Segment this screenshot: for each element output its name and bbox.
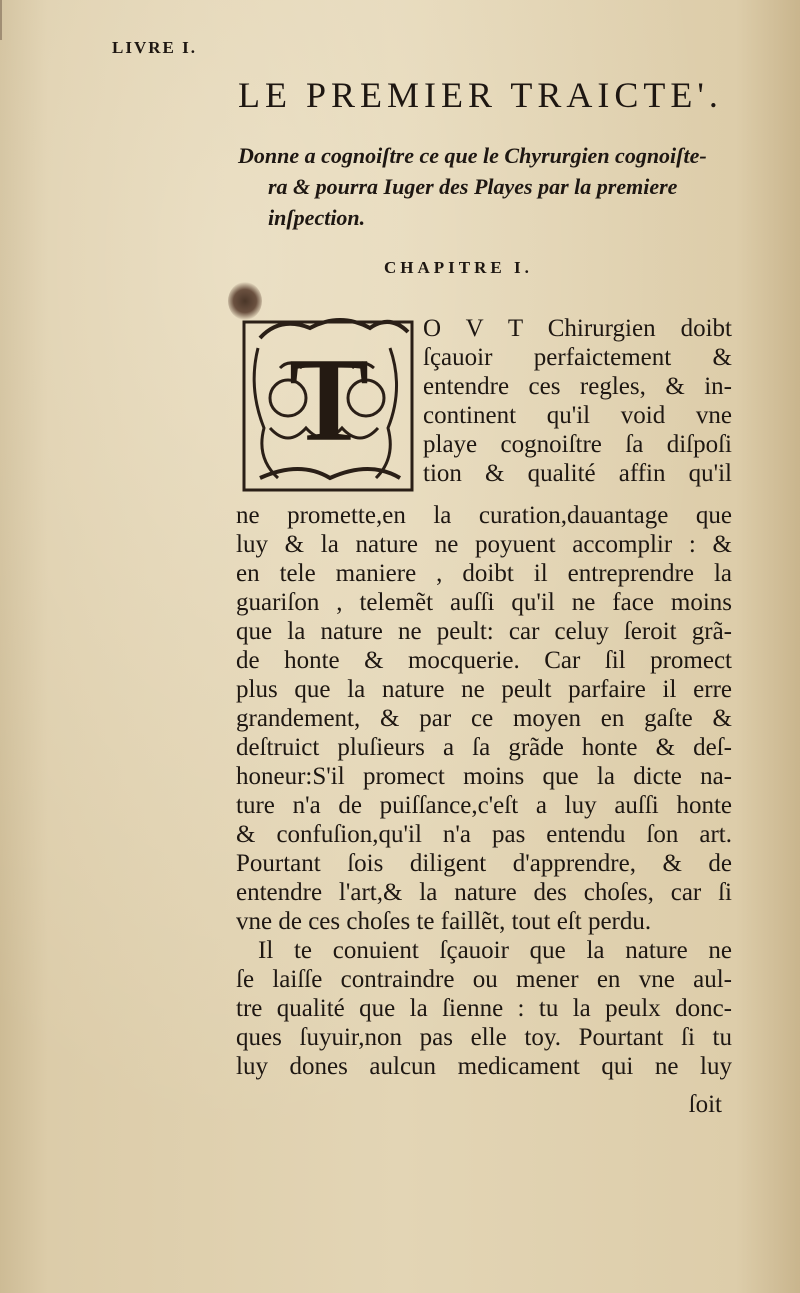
- text-line: & confuſion,qu'il n'a pas entendu ſon art.: [236, 821, 732, 848]
- text-line: grandement, & par ce moyen en gaſte &: [236, 705, 732, 732]
- text-line: ſe laiſſe contraindre ou mener en vne aul-: [236, 966, 732, 993]
- text-line: playe cognoiſtre ſa diſpoſi: [423, 431, 732, 458]
- paragraph-2: [236, 936, 732, 1081]
- text-line: en tele maniere , doibt il entreprendre la: [236, 560, 732, 587]
- subtitle-line: Donne a cognoiſtre ce que le Chyrurgien cognoiſte-: [238, 143, 707, 168]
- text-line: Pourtant ſois diligent d'apprendre, & de: [236, 850, 732, 877]
- text-line: honeur:S'il promect moins que la dicte na-: [236, 763, 732, 790]
- title-subtitle: [238, 140, 738, 233]
- text-line: ques ſuyuir,non pas elle toy. Pourtant ſi tu: [236, 1024, 732, 1051]
- opening-lines: [236, 314, 732, 488]
- text-line: vne de ces choſes te faillẽt, tout eſt perdu.: [236, 908, 652, 935]
- initial-letter: T: [288, 333, 370, 466]
- text-line: entendre ces regles, & in-: [423, 373, 732, 400]
- running-head: LIVRE I.: [112, 38, 197, 57]
- text-line: plus que la nature ne peult parfaire il erre: [236, 676, 732, 703]
- chapter-heading: CHAPITRE I.: [384, 258, 533, 277]
- paragraph-1: [236, 501, 732, 936]
- text-line: Il te conuient ſçauoir que la nature ne: [258, 937, 732, 964]
- body-text: [236, 501, 732, 1081]
- text-line: de honte & mocquerie. Car ſil promect: [236, 647, 732, 674]
- text-line: tre qualité que la ſienne : tu la peulx donc-: [236, 995, 732, 1022]
- text-line: guariſon , telemẽt auſſi qu'il ne face moins: [236, 589, 732, 616]
- text-line: ne promette,en la curation,dauantage que: [236, 502, 732, 529]
- text-line: luy dones aulcun medicament qui ne luy: [236, 1053, 732, 1080]
- text-line: ture n'a de puiſſance,c'eſt a luy auſſi honte: [236, 792, 732, 819]
- text-line: O V T Chirurgien doibt: [423, 315, 732, 342]
- page-edge-mark: [0, 0, 12, 40]
- subtitle-line: inſpection.: [268, 205, 366, 230]
- subtitle-line: ra & pourra Iuger des Playes par la premiere: [268, 174, 678, 199]
- text-line: luy & la nature ne poyuent accomplir : &: [236, 531, 732, 558]
- text-line: entendre l'art,& la nature des choſes, car ſi: [236, 879, 732, 906]
- text-line: que la nature ne peult: car celuy ſeroit grã-: [236, 618, 732, 645]
- text-line: ſçauoir perfaictement &: [423, 344, 732, 371]
- catchword: ſoit: [688, 1091, 722, 1118]
- treatise-title: LE PREMIER TRAICTE'.: [238, 75, 723, 115]
- text-line: deſtruict pluſieurs a ſa grãde honte & deſ-: [236, 734, 732, 761]
- text-line: tion & qualité affin qu'il: [423, 460, 732, 487]
- text-line: continent qu'il void vne: [423, 402, 732, 429]
